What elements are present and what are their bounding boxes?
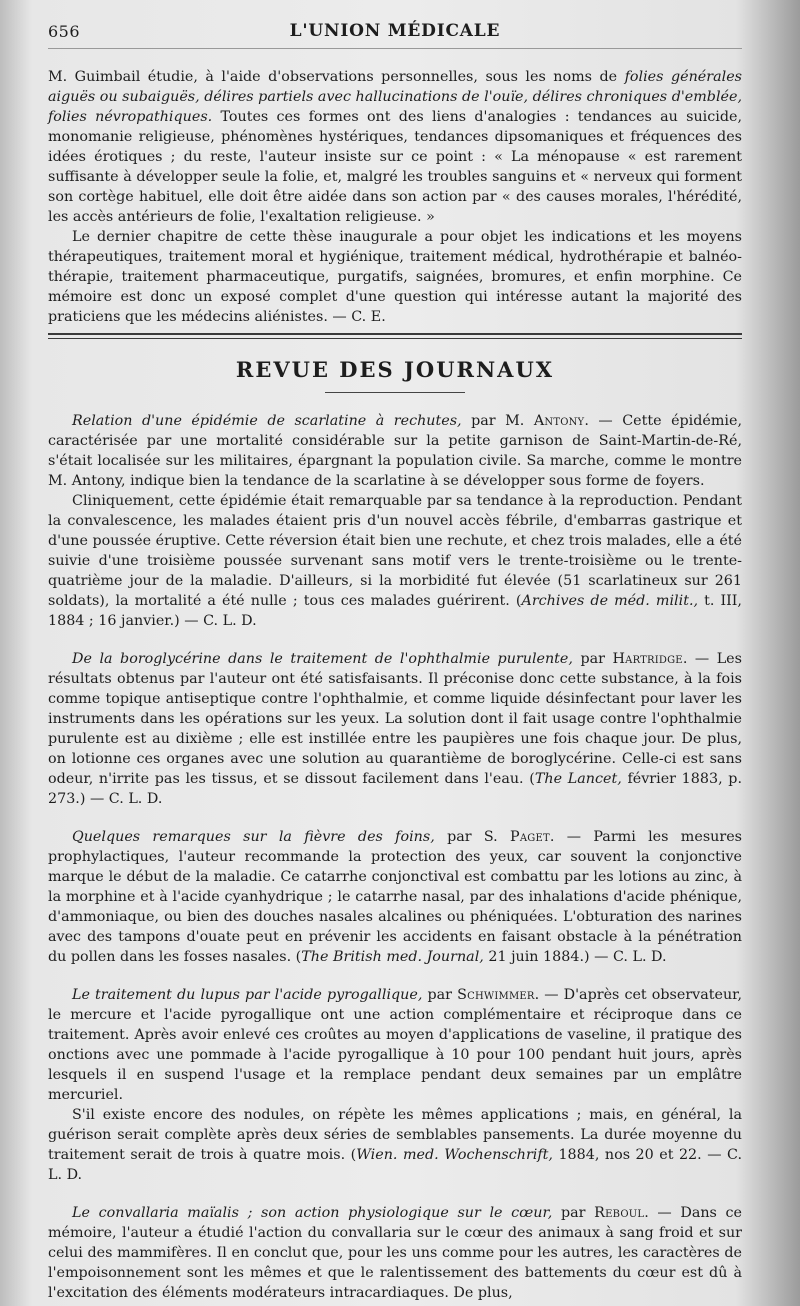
article-author: Schwimmer	[457, 987, 535, 1003]
article-source: The British med. Journal,	[301, 949, 484, 965]
article-paragraph	[48, 985, 742, 1105]
title-underline	[325, 392, 465, 393]
article-citation: 1884, nos 20 et 22. — C. L. D.	[48, 1147, 742, 1183]
article-title: De la boroglycérine dans le traitement de l'ophthalmie purulente,	[72, 651, 573, 667]
article-boroglycerine	[48, 649, 742, 809]
article-paragraph	[48, 827, 742, 967]
section-divider	[48, 333, 742, 339]
article-author: Reboul	[594, 1205, 645, 1221]
article-convallaria	[48, 1203, 742, 1303]
article-paragraph	[48, 1203, 742, 1303]
article-body: . — Parmi les mesures prophylactiques, l'auteur recommande la protection des yeux, car souvent la conjonctive marque le début de la maladie. Ce catarrhe conjonctival est combattu par les lotions au zinc, à la morphine et à l'acide cyanhydrique ; le catarrhe nasal, par des inhalations d'acide phénique, d'ammoniaque, ou bien des douches nasales alcalines ou phéniquées. L'obturation des narines avec des tampons d'ouate peut en prévenir les accidents en faisant obstacle à la pénétration du pollen dans les fosses nasales. (	[48, 829, 742, 965]
article-source: Archives de méd. milit.,	[521, 593, 699, 609]
page-number: 656	[48, 22, 81, 41]
article-fievre-des-foins	[48, 827, 742, 967]
article-author: Paget	[510, 829, 550, 845]
article-byline: par M.	[461, 413, 534, 429]
article-body: Cliniquement, cette épidémie était remarquable par sa tendance à la reproduction. Pendant la convalescence, les malades étaient pris d'un nouvel accès fébrile, d'embarras gastrique et d'une poussée éruptive. Cette réversion était bien une rechute, et chez trois malades, elle a été suivie d'une troisième poussée survenant sans motif vers le trente-troisième ou le trente-quatrième jour de la maladie. D'ailleurs, si la morbidité fut élevée (51 scarlatineux sur 261 soldats), la mortalité a été nulle ; tous ces malades guérirent. (	[48, 493, 742, 609]
article-source: Wien. med. Wochenschrift,	[356, 1147, 553, 1163]
article-scarlatine	[48, 411, 742, 631]
article-lupus	[48, 985, 742, 1185]
section-title: REVUE DES JOURNAUX	[235, 357, 555, 382]
article-byline: par	[552, 1205, 595, 1221]
article-title: Le convallaria maïalis ; son action physiologique sur le cœur,	[72, 1205, 553, 1221]
article-source: The Lancet,	[534, 771, 622, 787]
article-paragraph	[48, 649, 742, 809]
article-citation: 21 juin 1884.) — C. L. D.	[483, 949, 667, 965]
intro-paragraph-2: Le dernier chapitre de cette thèse inaugurale a pour objet les indications et les moyens thérapeutiques, traitement moral et hygiénique, traitement médical, hydrothérapie et balnéo-thérapie, traitement pharmaceutique, purgatifs, saignées, bromures, et enfin morphine. Ce mémoire est donc un exposé complet d'une question qui intéresse autant la majorité des praticiens que les médecins aliénistes. — C. E.	[48, 229, 742, 325]
article-body: . — Dans ce mémoire, l'auteur a étudié l'action du convallaria sur le cœur des animaux à sang froid et sur celui des mammifères. Il en conclut que, pour les uns comme pour les autres, les caractères de l'empoisonnement sont les mêmes et que le ralentissement des battements du cœur est dû à l'excitation des éléments modérateurs intracardiaques. De plus,	[48, 1205, 742, 1301]
article-citation: t. III, 1884 ; 16 janvier.) — C. L. D.	[48, 593, 742, 629]
article-body: . — D'après cet observateur, le mercure et l'acide pyrogallique ont une action complémentaire et réciproque dans ce traitement. Après avoir enlevé ces croûtes au moyen d'applications de vaseline, il pratique des onctions avec une pommade à l'acide pyrogallique à 10 pour 100 pendant huit jours, après lesquels il en suspend l'usage et la remplace pendant deux semaines par un emplâtre mercuriel.	[48, 987, 742, 1103]
intro-text	[48, 67, 742, 327]
intro-paragraph-1	[48, 67, 742, 227]
intro-rest: Toutes ces formes ont des liens d'analogies : tendances au suicide, monomanie religieuse, phénomènes hystériques, tendances dipsomaniques et fréquences des idées érotiques ; du reste, l'auteur insiste sur ce point : « La ménopause « est rarement suffisante à développer seule la folie, et, malgré les troubles sanguins et « nerveux qui forment son cortège habituel, elle doit être aidée dans son action par « des causes morales, l'hérédité, les accès antérieurs de folie, l'exaltation religieuse. »	[48, 109, 742, 225]
article-body: . — Les résultats obtenus par l'auteur ont été satisfaisants. Il préconise donc cette substance, à la fois comme topique antiseptique contre l'ophthalmie, et comme liquide désinfectant pour laver les instruments dans les opérations sur les yeux. La solution dont il fait usage contre l'ophthalmie purulente est au dixième ; elle est instillée entre les paupières une fois chaque jour. De plus, on lotionne ces organes avec une solution au quarantième de boroglycérine. Celle-ci est sans odeur, n'irrite pas les tissus, et se dissout facilement dans l'eau. (	[48, 651, 742, 787]
article-body: S'il existe encore des nodules, on répète les mêmes applications ; mais, en général, la guérison serait complète après deux séries de semblables pansements. La durée moyenne du traitement serait de trois à quatre mois. (	[48, 1107, 742, 1163]
article-citation: février 1883, p. 273.) — C. L. D.	[48, 771, 743, 807]
page-header	[48, 20, 742, 49]
article-paragraph	[48, 1105, 742, 1185]
article-body: . — Cette épidémie, caractérisée par une mortalité considérable sur la petite garnison de Saint-Martin-de-Ré, s'était localisée sur les militaires, épargnant la population civile. Sa marche, comme le montre M. Antony, indique bien la tendance de la scarlatine à se développer sous forme de foyers.	[48, 413, 743, 489]
article-paragraph	[48, 411, 742, 491]
article-title: Quelques remarques sur la fièvre des foins,	[72, 829, 435, 845]
intro-italic-terms: folies générales aiguës ou subaiguës, délires partiels avec hallucinations de l'ouïe, délires chroniques d'emblée, folies névropathiques.	[48, 69, 742, 125]
article-paragraph	[48, 491, 742, 631]
article-title: Relation d'une épidémie de scarlatine à rechutes,	[72, 413, 462, 429]
article-author: Hartridge	[612, 651, 683, 667]
running-title: L'UNION MÉDICALE	[289, 21, 501, 41]
article-byline: par	[572, 651, 613, 667]
article-byline: par S.	[434, 829, 511, 845]
intro-lead: M. Guimbail étudie, à l'aide d'observations personnelles, sous les noms de	[48, 69, 625, 85]
article-title: Le traitement du lupus par l'acide pyrogallique,	[72, 987, 423, 1003]
article-byline: par	[422, 987, 458, 1003]
article-author: Antony	[533, 413, 585, 429]
